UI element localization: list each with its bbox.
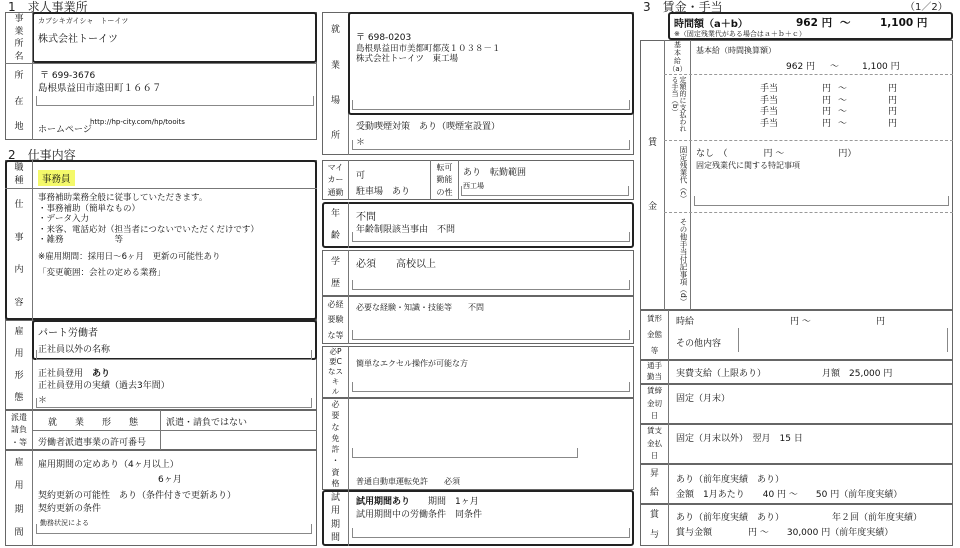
page-number: （1／2） <box>905 2 948 13</box>
regular-employment: 正社員登用 あり <box>38 369 111 379</box>
bonus-line1: あり（前年度実績 あり） <box>676 513 785 523</box>
wage-total-tilde: ～ <box>840 17 851 29</box>
company-name: 株式会社トーイツ <box>38 34 118 45</box>
employment-note: ＊ <box>38 396 48 406</box>
workplace-address: 島根県益田市美都町都茂１０３８－１ <box>356 44 501 54</box>
transfer-value: あり 転勤範囲 <box>463 168 527 178</box>
raise-line1: あり（前年度実績 あり） <box>676 475 785 485</box>
transfer-label: 転可 勤能 の性 <box>436 162 453 198</box>
pay-form-end: 円 <box>876 317 886 327</box>
workplace-zip: 〒 698-0203 <box>356 33 412 43</box>
company-address-label: 所 在 地 <box>14 71 24 133</box>
workplace-smoking-note: ＊ <box>356 138 366 148</box>
wage-main-label: 賃 金 <box>647 137 657 212</box>
section-title-1: 1 求人事業所 <box>8 0 88 14</box>
commute-parking: 駐車場 あり <box>356 187 411 197</box>
period-line2: 6ヶ月 <box>158 475 182 485</box>
cutoff-value: 固定（月末） <box>676 394 731 404</box>
commute-label: マイ カー 通勤 <box>327 162 344 198</box>
company-furigana: カブシキガイシャ トーイツ <box>38 17 129 25</box>
wage-a-max: 1,100 円 <box>862 62 900 72</box>
workplace-site: 株式会社トーイツ 東工場 <box>356 54 459 64</box>
job-description: 事務補助業務全般に従事していただきます。 ・事務補助（簡単なもの） ・データ入力 ・来客、電話応対（担当者につないでいただくだけです） ・雑務 等 ※雇用期間：採用日～6ヶ月 更新の可能性あり 「変更範囲：会社の定める業務」 <box>38 193 259 278</box>
period-line3: 契約更新の可能性 あり（条件付きで更新あり） <box>38 491 237 501</box>
period-line1: 雇用期間の定めあり（4ヶ月以上） <box>38 460 179 470</box>
commute-allowance-label: 通手 勤当 <box>647 361 662 382</box>
dispatch-row1-value: 派遣・請負ではない <box>166 418 248 428</box>
payday-frame <box>640 424 953 464</box>
wage-c-value: なし （ 円 ～ 円） <box>696 149 857 159</box>
pay-form: 時給 <box>676 317 695 327</box>
age-label: 年 齢 <box>330 208 340 241</box>
wage-b-label: 定額的に支払われる手当（b） <box>671 76 687 132</box>
allowance-row: 手当 円 ～ 円 <box>760 107 898 117</box>
allowance-row: 手当 円 ～ 円 <box>760 95 898 106</box>
commute-allowance-amount: 月額 25,000 円 <box>822 369 893 379</box>
experience-value: 必要な経験・知識・技能等 不問 <box>356 303 484 312</box>
raise-line2: 金額 1月あたり 40 円 ～ 50 円（前年度実績） <box>676 490 903 500</box>
workplace-smoking: 受動喫煙対策 あり（喫煙室設置） <box>356 122 501 132</box>
section-title-3: 3 賃金・手当 <box>643 0 723 14</box>
workplace-label: 就 業 場 所 <box>330 25 340 142</box>
experience-label: 必経 要験 な等 <box>327 300 344 340</box>
pay-form-tilde: 円 ～ <box>790 317 811 327</box>
employment-form: パート労働者 <box>38 328 98 339</box>
wage-a-tilde: ～ <box>830 62 840 72</box>
wage-total-max: 1,100 円 <box>880 17 928 29</box>
wage-c-label: 固定残業代（c） <box>679 146 688 203</box>
job-content-label: 仕 事 内 容 <box>14 200 24 308</box>
raise-label: 昇 給 <box>649 469 659 499</box>
age-value: 不問 <box>356 212 376 223</box>
wage-a-label: 基 本 給 （a） <box>668 40 687 73</box>
commute-allowance: 実費支給（上限あり） <box>676 369 767 379</box>
wage-d-label: その他手当付記事項（d） <box>679 218 688 306</box>
bonus-line2: 賞与金額 円 ～ 30,000 円（前年度実績） <box>676 528 894 538</box>
period-label: 雇 用 期 間 <box>14 457 24 539</box>
pc-label: 必P 要C なス キ ル <box>328 346 343 396</box>
allowance-row: 手当 円 ～ 円 <box>760 118 898 129</box>
wage-total-min: 962 円 <box>796 17 833 29</box>
employment-label: 雇 用 形 態 <box>14 326 24 403</box>
allowance-row: 手当 円 ～ 円 <box>760 84 898 94</box>
allowance-list <box>760 84 897 130</box>
transfer-range: 西工場 <box>463 182 484 190</box>
license-label: 必 要 な 免 許 ・ 資 格 <box>331 400 340 488</box>
period-line5: 勤務状況による <box>40 519 89 527</box>
dispatch-label: 派遣 請負 ・等 <box>11 412 27 448</box>
bonus-label: 賞 与 <box>649 509 659 540</box>
wage-total-label: 時間額（a＋b） <box>674 19 748 30</box>
education-value: 必須 高校以上 <box>356 259 436 270</box>
dispatch-row2-label: 労働者派遣事業の許可番号 <box>38 438 147 448</box>
dispatch-row1-label: 就 業 形 態 <box>48 418 139 428</box>
pc-value: 簡単なエクセル操作が可能な方 <box>356 359 468 368</box>
pay-form-label: 賃形 金態 等 <box>647 313 662 355</box>
company-name-label: 事 業 所 名 <box>14 14 24 62</box>
period-line4: 契約更新の条件 <box>38 504 102 514</box>
education-label: 学 歴 <box>330 256 340 289</box>
wage-c-note: 固定残業代に関する特記事項 <box>696 161 800 170</box>
job-type: 事務員 <box>38 170 75 186</box>
section-title-2: 2 仕事内容 <box>8 148 76 162</box>
cutoff-label: 賃締 金切 日 <box>647 386 662 421</box>
company-zip: 〒 699-3676 <box>40 71 96 81</box>
payday-label: 賃支 金払 日 <box>647 426 662 461</box>
trial-line1: 試用期間あり 期間 1ヶ月 <box>356 497 479 507</box>
homepage-url[interactable]: http://hp-city.com/hp/tooits <box>90 118 185 126</box>
wage-a-min: 962 円 <box>786 62 816 72</box>
cutoff-frame <box>640 384 953 424</box>
pay-form-other: その他内容 <box>676 339 722 349</box>
trial-line2: 試用期間中の労働条件 同条件 <box>356 510 483 520</box>
license-value: 普通自動車運転免許 必須 <box>356 477 460 486</box>
job-type-label: 職 種 <box>14 162 24 187</box>
bonus-line1b: 年２回（前年度実績） <box>832 513 923 523</box>
wage-total-note: ※（固定残業代がある場合はａ＋ｂ＋ｃ） <box>674 30 806 38</box>
commute-car: 可 <box>356 171 366 181</box>
age-reason: 年齢制限該当事由 不問 <box>356 225 456 235</box>
payday-value: 固定（月末以外） 翌月 15 日 <box>676 434 803 444</box>
company-address: 島根県益田市遠田町１６６７ <box>38 83 162 94</box>
employment-form-sub: 正社員以外の名称 <box>38 345 111 355</box>
homepage-label: ホームページ <box>38 125 92 135</box>
regular-record: 正社員登用の実績（過去3年間） <box>38 381 170 391</box>
wage-a-title: 基本給（時間換算額） <box>696 46 776 55</box>
trial-label: 試 用 期 間 <box>330 492 340 544</box>
